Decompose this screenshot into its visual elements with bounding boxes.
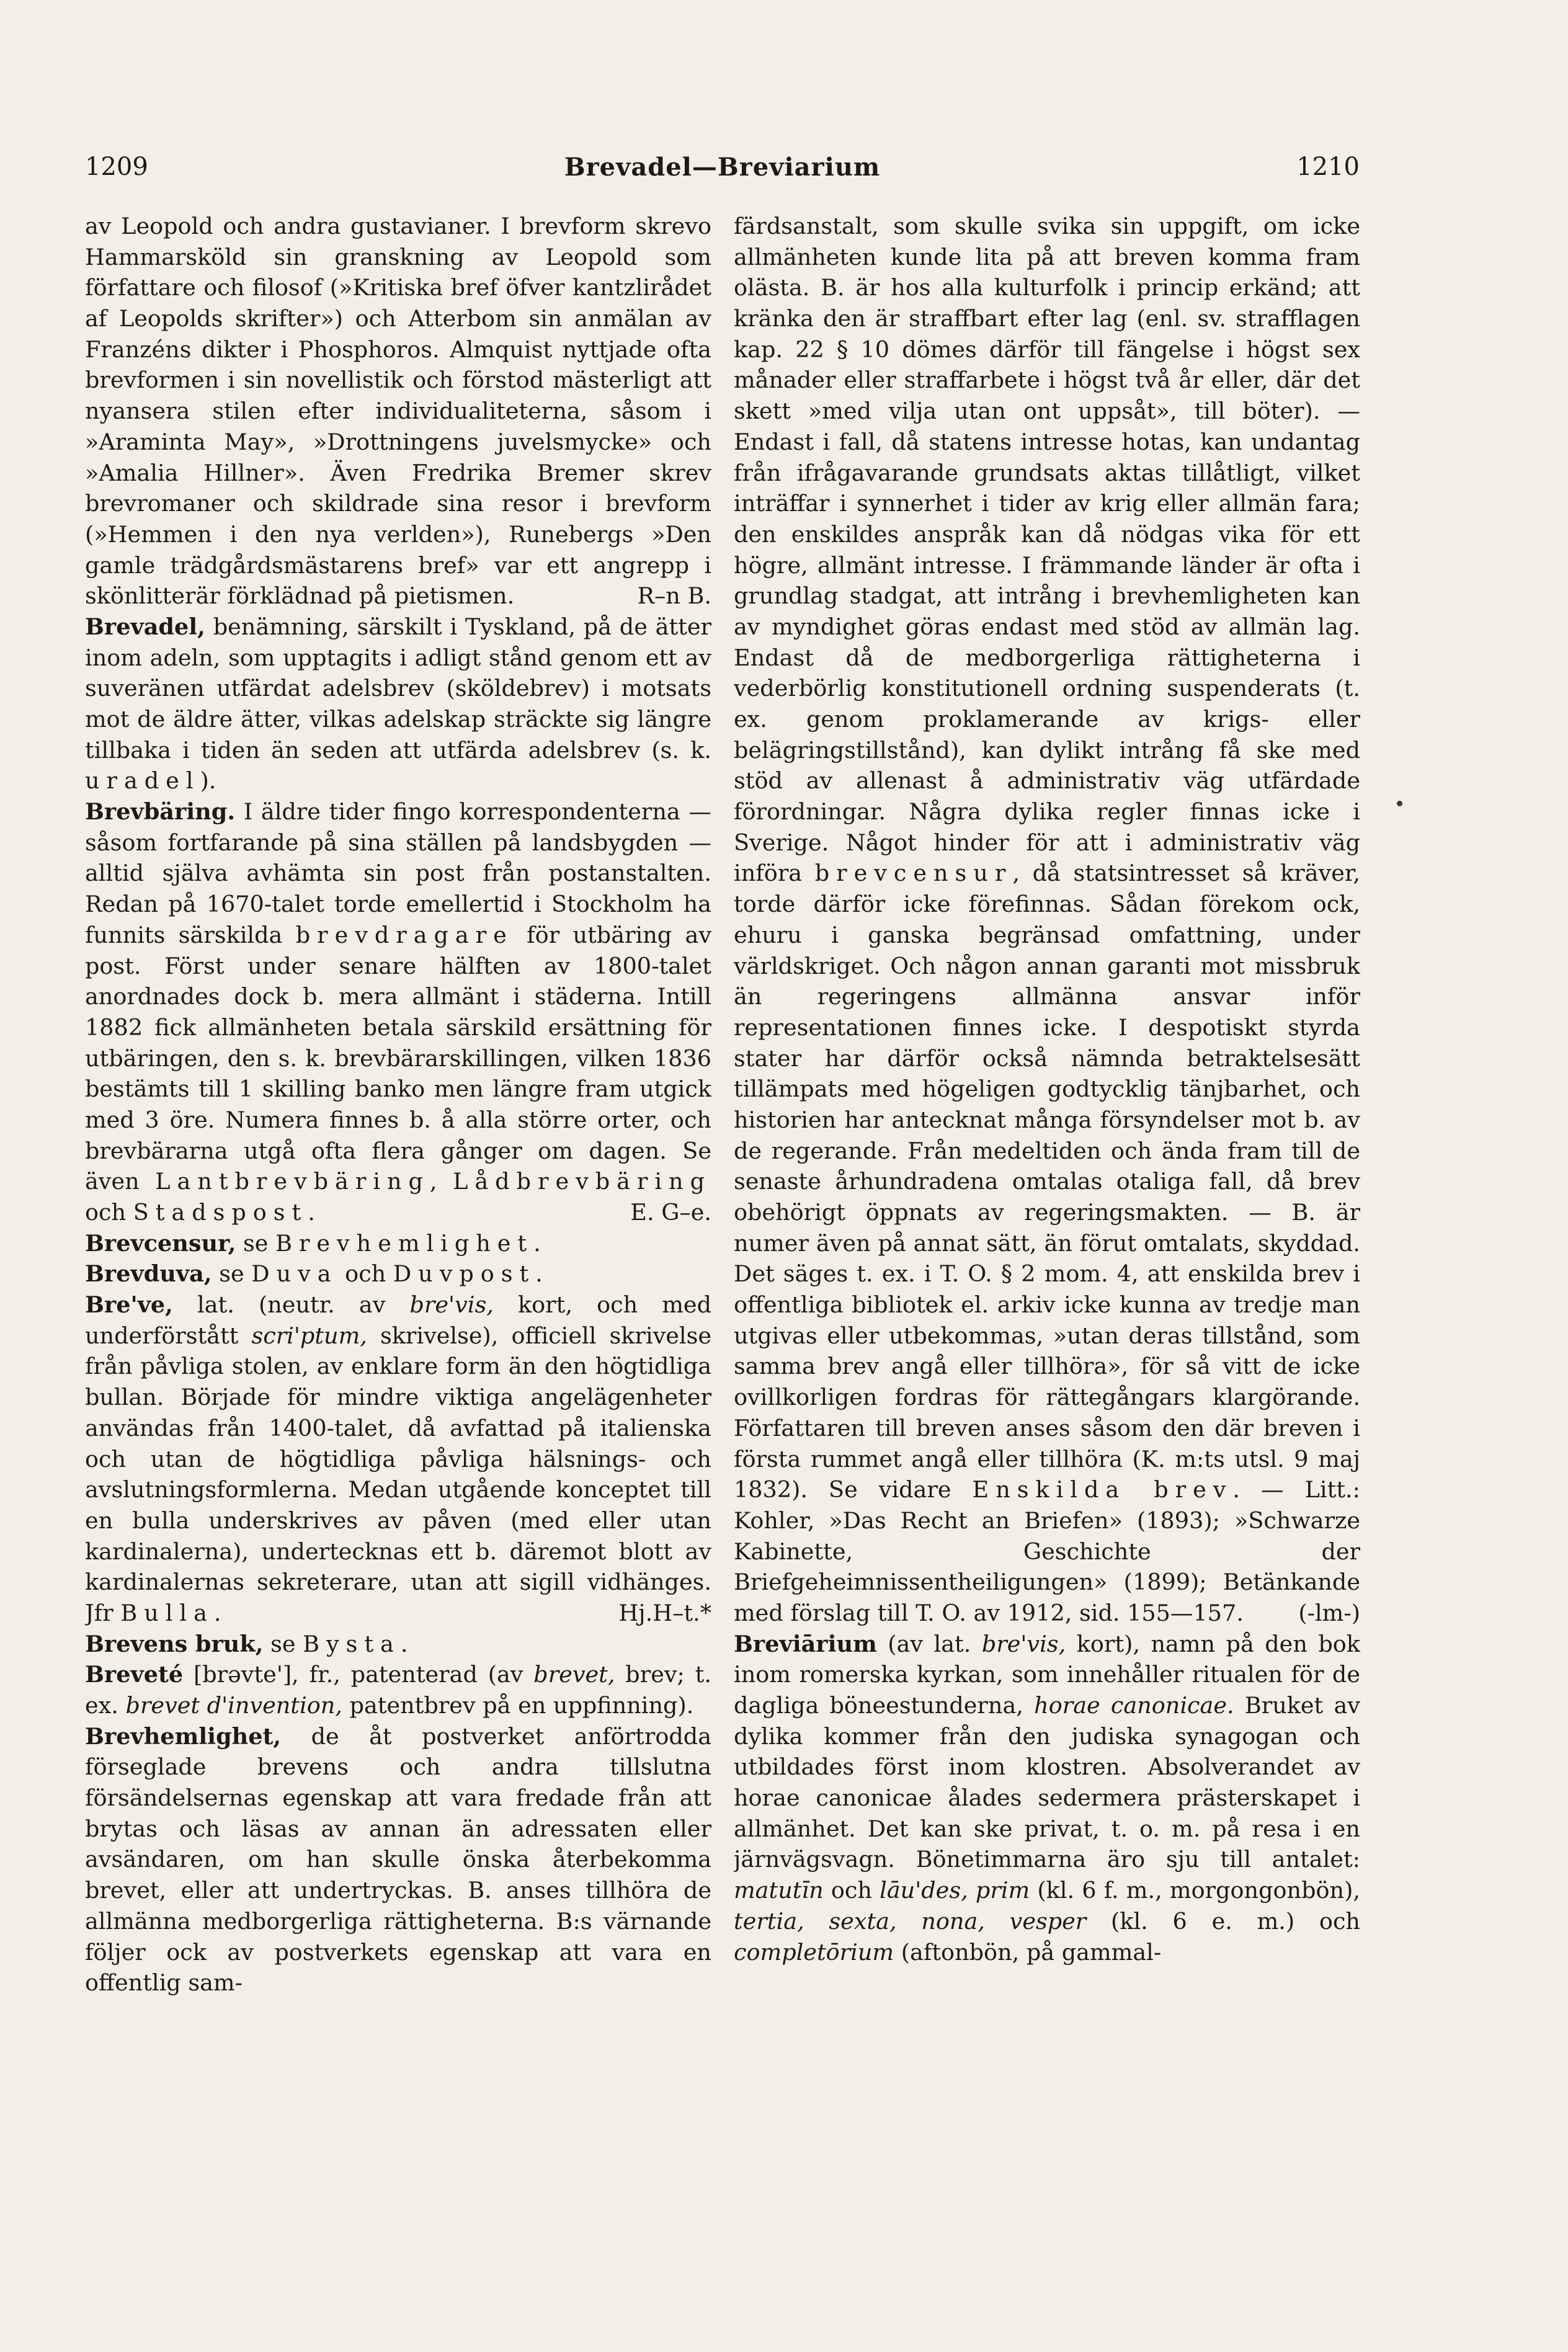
entry-brevcensur: Brevcensur, se Brevhemlighet. <box>85 1229 541 1257</box>
headword: Brevbäring. <box>85 798 236 826</box>
running-title: Brevadel—Breviarium <box>564 153 881 182</box>
headword: Bre've, <box>85 1291 173 1319</box>
entry-brevduva: Brevduva, se Duva och Duvpost. <box>85 1260 543 1288</box>
entry-brevbaring: Brevbäring. I äldre tider fingo korrespondenterna — såsom fortfarande på sina ställen på landsbygden — alltid själva avhämta sin post från postanstalten. Redan på 1670-talet torde emellertid i Stockholm ha funnits särskilda brevdragare för utbäring av post. Först under senare hälften av 1800-talet anordnades dock b. mera allmänt i städerna. Intill 1882 fick allmänheten betala särskild ersättning för utbäringen, den s. k. brevbärarskillingen, vilken 1836 bestämts till 1 skilling banko men längre fram utgick med 3 öre. Numera finnes b. å alla större orter, och brevbärarna utgå ofta flera gånger om dagen. Se även Lantbrevbäring, Lådbrevbäring och Stadspost. E. G–e. <box>85 796 711 1228</box>
entry-brevadel: Brevadel, benämning, särskilt i Tyskland, på de ätter inom adeln, som upptagits i adligt stånd genom ett av suveränen utfärdat adelsbrev (sköldebrev) i motsats mot de äldre ätter, vilkas adelskap sträckte sig längre tillbaka i tiden än seden att utfärda adelsbrev (s. k. uradel). <box>85 613 711 795</box>
page-header <box>85 153 1360 190</box>
headword: Brevcensur, <box>85 1229 236 1257</box>
entry-brevhemlighet: Brevhemlighet, de åt postverket anförtrodda förseglade brevens och andra tillslutna försändelsernas egenskap att vara fredade från att brytas och läsas av annan än adressaten eller avsändaren, om han skulle önska återbekomma brevet, eller att undertryckas. B. anses tillhöra de allmänna medborgerliga rättigheterna. B:s värnande följer ock av postverkets egenskap att vara en offentlig sam- <box>85 1722 711 1997</box>
page-number-right: 1210 <box>1296 153 1360 181</box>
entry-breve: Bre've, lat. (neutr. av bre'vis, kort, och med underförstått scri'ptum, skrivelse), officiell skrivelse från påvliga stolen, av enklare form än den högtidliga bullan. Började för mindre viktiga angelägenheter användas från 1400-talet, då avfattad på italienska och utan de högtidliga påvliga hälsnings- och avslutningsformlerna. Medan utgående konceptet till en bulla underskrives av påven (med eller utan kardinalerna), undertecknas ett b. däremot blott av kardinalernas sekreterare, utan att sigill vidhänges. Jfr Bulla. Hj.H–t.* <box>85 1290 711 1629</box>
entry-brevens-bruk: Brevens bruk, se Bysta. <box>85 1630 408 1657</box>
margin-dot <box>1397 801 1402 806</box>
entry-brev-continued: av Leopold och andra gustavianer. I brevform skrevo Hammarsköld sin granskning av Leopold som författare och filosof (»Kritiska bref öfver kantzlirådet af Leopolds skrifter») och Atterbom sin anmälan av Franzéns dikter i Phosphoros. Almquist nyttjade ofta brevformen i sin novellistik och förstod mästerligt att nyansera stilen efter individualiteterna, såsom i »Araminta May», »Drottningens juvelsmycke» och »Amalia Hillner». Även Fredrika Bremer skrev brevromaner och skildrade sina resor i brevform (»Hemmen i den nya verlden»), Runebergs »Den gamle trädgårdsmästarens bref» var ett angrepp i skönlitterär förklädnad på pietismen. R–n B. <box>85 211 711 612</box>
headword: Brevadel, <box>85 613 205 640</box>
signature: E. G–e. <box>630 1199 711 1226</box>
entry-brevhemlighet-continued: färdsanstalt, som skulle svika sin uppgift, om icke allmänheten kunde lita på att breven komma fram olästa. B. är hos alla kulturfolk i princip erkänd; att kränka den är straffbart efter lag (enl. sv. strafflagen kap. 22 § 10 dömes därför till fängelse i högst sex månader eller straffarbete i högst två år eller, där det skett »med vilja utan ont uppsåt», till böter). — Endast i fall, då statens intresse hotas, kan undantag från ifrågavarande grundsats aktas tillåtligt, vilket inträffar i synnerhet i tider av krig eller allmän fara; den enskildes anspråk kan då nödgas vika för ett högre, allmänt intresse. I främmande länder är ofta i grundlag stadgat, att intrång i brevhemligheten kan av myndighet göras endast med stöd av allmän lag. Endast då de medborgerliga rättigheterna i vederbörlig konstitutionell ordning suspenderats (t. ex. genom proklamerande av krigs- eller belägringstillstånd), kan dylikt intrång få ske med stöd av allenast å administrativ väg utfärdade förordningar. Några dylika regler finnas icke i Sverige. Något hinder för att i administrativ väg införa brevcensur, då statsintresset så kräver, torde därför icke förefinnas. Sådan förekom ock, ehuru i ganska begränsad omfattning, under världskriget. Och någon annan garanti mot missbruk än regeringens allmänna ansvar inför representationen finnes icke. I despotiskt styrda stater har därför också nämnda betraktelsesätt tillämpats med högeligen godtycklig tänjbarhet, och historien har antecknat många försyndelser mot b. av de regerande. Från medeltiden och ända fram till de senaste århundradena omtalas otaliga fall, då brev obehörigt öppnats av regeringsmakten. — B. är numer även på annat sätt, än förut omtalats, skyddad. Det säges t. ex. i T. O. § 2 mom. 4, att enskilda brev i offentliga bibliotek el. arkiv icke kunna av tredje man utgivas eller utbekommas, »utan deras tillstånd, som samma brev angå eller tillhöra», för så vitt de icke ovillkorligen fordras för rättegångars klargörande. Författaren till breven anses såsom den där breven i första rummet angå eller tillhöra (K. m:ts utsl. 9 maj 1832). Se vidare Enskilda brev. — Litt.: Kohler, »Das Recht an Briefen» (1893); »Schwarze Kabinette, Geschichte der Briefgeheimnissentheiligungen» (1899); Betänkande med förslag till T. O. av 1912, sid. 155—157. (-lm-) <box>734 211 1360 1629</box>
headword: Brevduva, <box>85 1260 212 1288</box>
signature: Hj.H–t.* <box>618 1599 711 1626</box>
signature: R–n B. <box>637 582 711 610</box>
signature: (-lm-) <box>1298 1599 1360 1626</box>
entry-brevete: Breveté [brəvte'], fr., patenterad (av brevet, brev; t. ex. brevet d'invention, patentbrev på en uppfinning). <box>85 1661 711 1719</box>
headword: Brevhemlighet, <box>85 1722 282 1750</box>
headword: Breviārium <box>734 1630 877 1657</box>
headword: Breveté <box>85 1661 184 1688</box>
left-column <box>85 211 711 2295</box>
entry-breviarium: Breviārium (av lat. bre'vis, kort), namn på den bok inom romerska kyrkan, som innehåller ritualen för de dagliga böneestunderna, horae canonicae. Bruket av dylika kommer från den judiska synagogan och utbildades först inom klostren. Absolverandet av horae canonicae ålades sedermera prästerskapet i allmänhet. Det kan ske privat, t. o. m. på resa i en järnvägsvagn. Bönetimmarna äro sju till antalet: matutīn och lāu'des, prim (kl. 6 f. m., morgongonbön), tertia, sexta, nona, vesper (kl. 6 e. m.) och completōrium (aftonbön, på gammal- <box>734 1630 1360 1966</box>
right-column <box>734 211 1360 2295</box>
headword: Brevens bruk, <box>85 1630 264 1657</box>
page-number-left: 1209 <box>85 153 148 181</box>
